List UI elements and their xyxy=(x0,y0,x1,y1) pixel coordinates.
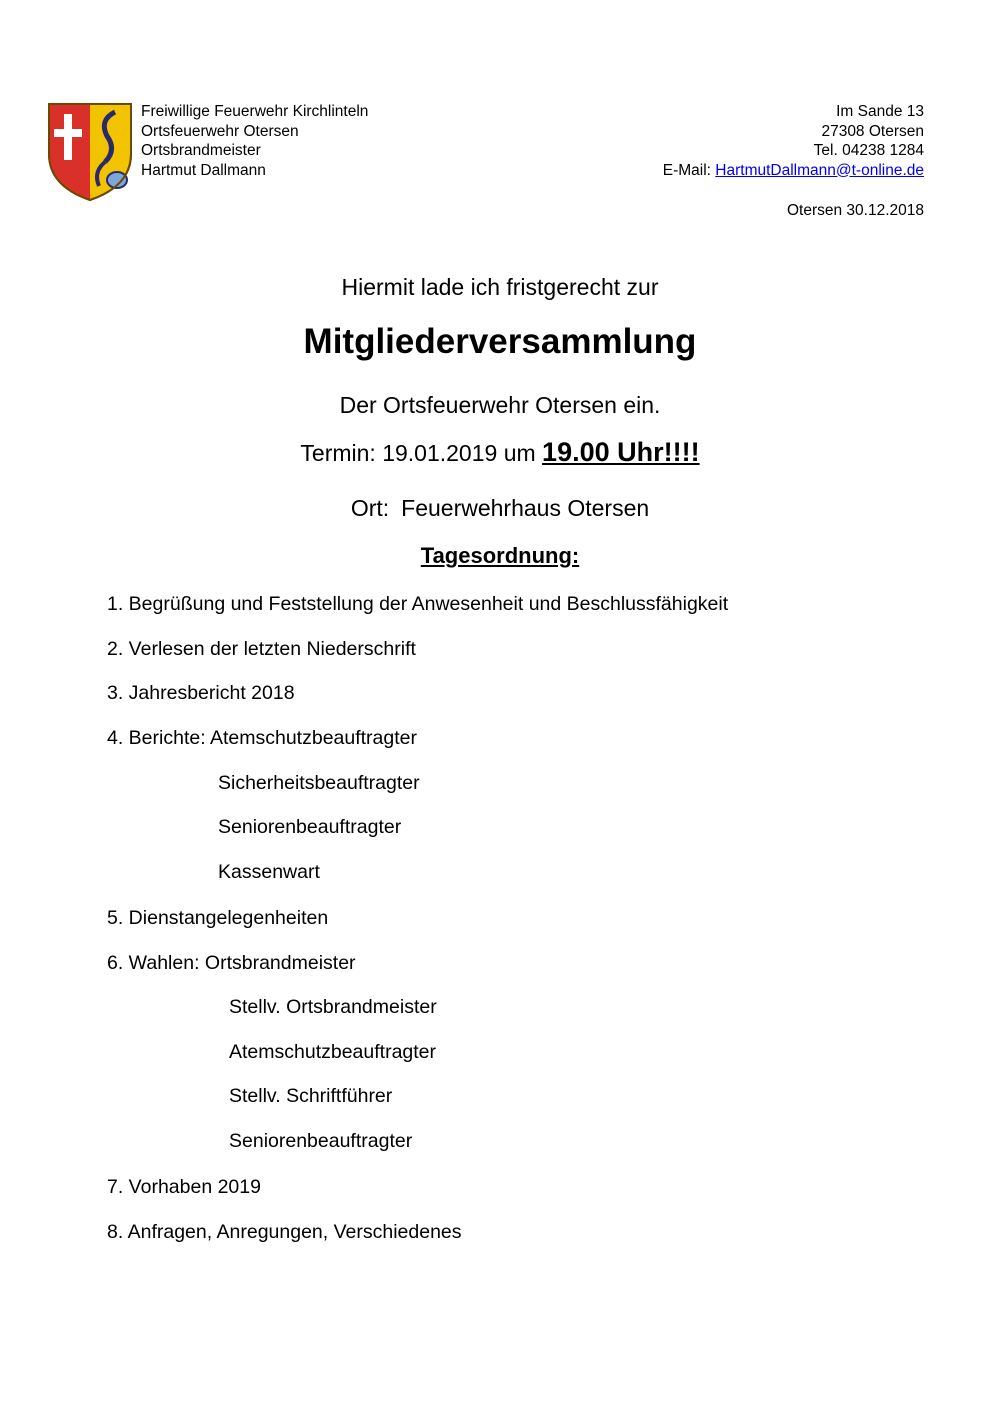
agenda-item-1: 1. Begrüßung und Feststellung der Anwesenheit und Beschlussfähigkeit xyxy=(107,593,729,615)
agenda-item-4: 4. Berichte: Atemschutzbeauftragter xyxy=(107,727,418,749)
agenda-item-6: 6. Wahlen: Ortsbrandmeister xyxy=(107,952,356,974)
letter-date: Otersen 30.12.2018 xyxy=(786,202,924,219)
sender-role: Ortsbrandmeister xyxy=(141,142,261,159)
ort-label: Ort: xyxy=(350,495,390,521)
address-street: Im Sande 13 xyxy=(836,103,924,120)
agenda-item-7: 7. Vorhaben 2019 xyxy=(107,1176,261,1198)
address-email-row xyxy=(663,161,924,181)
email-link[interactable]: HartmutDallmann@t-online.de xyxy=(715,161,924,179)
agenda-item-6-sub-2: Atemschutzbeauftragter xyxy=(229,1041,437,1063)
agenda-item-8: 8. Anfragen, Anregungen, Verschiedenes xyxy=(107,1221,462,1243)
termin-label: Termin: 19.01.2019 um xyxy=(300,440,536,466)
ort-value: Feuerwehrhaus Otersen xyxy=(401,495,650,521)
invitation-intro: Hiermit lade ich fristgerecht zur xyxy=(341,274,659,300)
meeting-date xyxy=(0,437,1000,468)
address-block xyxy=(663,102,924,180)
agenda-item-6-sub-4: Seniorenbeauftragter xyxy=(229,1130,413,1152)
document-title: Mitgliederversammlung xyxy=(303,322,697,361)
sender-organization: Freiwillige Feuerwehr Kirchlinteln xyxy=(141,103,369,120)
termin-time: 19.00 Uhr!!!! xyxy=(542,437,700,467)
address-city: 27308 Otersen xyxy=(821,122,924,140)
sender-block xyxy=(141,102,368,180)
coat-of-arms-logo xyxy=(47,102,133,202)
agenda-item-3: 3. Jahresbericht 2018 xyxy=(107,682,295,704)
sender-name: Hartmut Dallmann xyxy=(141,161,266,179)
email-label: E-Mail: xyxy=(662,161,711,179)
agenda-item-6-sub-3: Stellv. Schriftführer xyxy=(229,1085,393,1107)
invitation-subtitle: Der Ortsfeuerwehr Otersen ein. xyxy=(339,392,661,418)
address-phone: Tel. 04238 1284 xyxy=(813,142,924,159)
agenda-item-5: 5. Dienstangelegenheiten xyxy=(107,907,329,929)
agenda-item-4-sub-3: Kassenwart xyxy=(218,861,320,883)
agenda-heading: Tagesordnung: xyxy=(420,543,580,568)
sender-unit: Ortsfeuerwehr Otersen xyxy=(141,122,299,140)
agenda-item-2: 2. Verlesen der letzten Niederschrift xyxy=(107,638,416,660)
agenda-item-6-sub-1: Stellv. Ortsbrandmeister xyxy=(229,996,437,1018)
agenda-item-4-sub-2: Seniorenbeauftragter xyxy=(218,816,402,838)
meeting-location xyxy=(0,495,1000,522)
agenda-item-4-sub-1: Sicherheitsbeauftragter xyxy=(218,772,420,794)
